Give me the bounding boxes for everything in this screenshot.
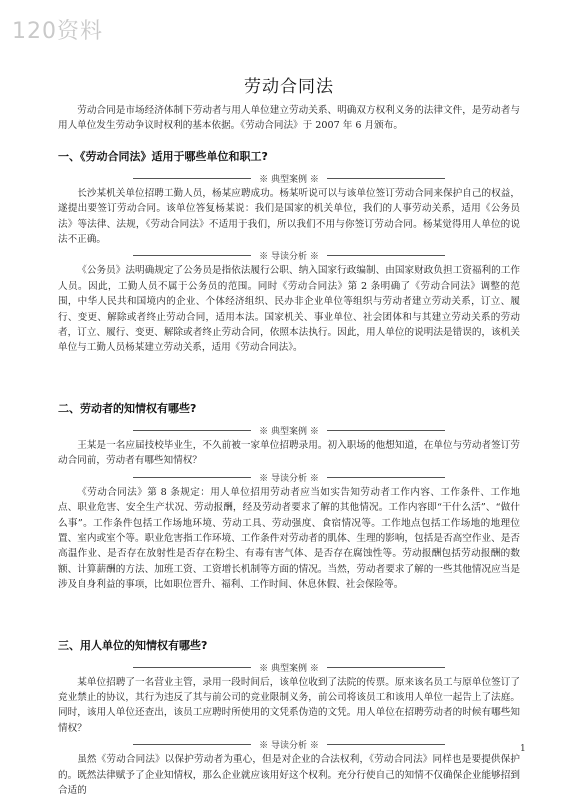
section-3-heading: 三、用人单位的知情权有哪些? bbox=[58, 638, 208, 652]
section-2-analysis-label: ※ 导读分析 ※ bbox=[259, 473, 319, 484]
section-3-analysis-divider bbox=[58, 738, 520, 751]
section-3-case-label: ※ 典型案例 ※ bbox=[259, 663, 319, 674]
section-2-case-text: 王某是一名应届技校毕业生，不久前被一家单位招聘录用。初入职场的他想知道，在单位与劳动者签订劳动合同前，劳动者有哪些知情权？ bbox=[58, 439, 520, 467]
watermark-logo: 120资料 bbox=[12, 19, 103, 44]
section-2-analysis-text: 《劳动合同法》第 8 条规定：用人单位招用劳动者应当如实告知劳动者工作内容、工作条件、工作地点、职业危害、安全生产状况、劳动报酬，经及劳动者要求了解的其他情况。工作内容即“干什么活”、“做什么事”。工作条件包括工作场地环境、劳动工具、劳动强度、食宿情况等。工作地点包括工作场地的地理位置、室内或室个等。职业危害指工作环境、工作条件对劳动者的肌体、生理的影响，包括是否高空作业、是否高温作业、是否存在放射性是否存在粉尘、有毒有害气体、是否存在腐蚀性等。劳动报酬包括劳动报酬的数额、计算薪酬的方法、加班工资、工资增长机制等方面的情况。当然，劳动者要求了解的一些其他情况应当是涉及自身利益的事项，比如职位晋升、福利、工作时间、休息休假、社会保险等。 bbox=[58, 486, 520, 591]
section-1-case-text: 长沙某机关单位招聘工勤人员，杨某应聘成功。杨某听说可以与该单位签订劳动合同来保护自己的权益，遂提出要签订劳动合同。该单位答复杨某说：我们是国家的机关单位，我们的人事劳动关系，适用《公务员法》等法律、法规，《劳动合同法》不适用于我们，所以我们不用与你签订劳动合同。杨某觉得用人单位的说法不正确。 bbox=[58, 187, 520, 246]
section-1-analysis-label: ※ 导读分析 ※ bbox=[259, 252, 319, 263]
section-1-analysis-text: 《公务员》法明确规定了公务员是指依法履行公职、纳入国家行政编制、由国家财政负担工资福利的工作人员。因此，工勤人员不属于公务员的范围。同时《劳动合同法》第 2 条明确了《劳动合同法》调整的范围，中华人民共和国境内的企业、个体经济组织、民办非企业单位等组织与劳动者建立劳动关系，订立、履行、变更、解除或者终止劳动合同，适用本法。国家机关、事业单位、社会团体和与其建立劳动关系的劳动者，订立、履行、变更、解除或者终止劳动合同，依照本法执行。因此，用人单位的说明法是错误的，该机关单位与工勤人员杨某建立劳动关系，适用《劳动合同法》。 bbox=[58, 265, 520, 354]
section-2-case-divider bbox=[58, 424, 520, 437]
section-2-case-label: ※ 典型案例 ※ bbox=[259, 426, 319, 437]
section-3-case-divider bbox=[58, 661, 520, 674]
section-1-case-divider bbox=[58, 172, 520, 185]
intro-paragraph: 劳动合同是市场经济体制下劳动者与用人单位建立劳动关系、明确双方权利义务的法律文件，是劳动者与用人单位发生劳动争议时权利的基本依据。《劳动合同法》于 2007 年 6 月颁布。 bbox=[58, 105, 520, 132]
document-page bbox=[58, 72, 520, 798]
section-2-heading: 二、劳动者的知情权有哪些? bbox=[58, 401, 197, 415]
section-3-analysis-text: 虽然《劳动合同法》以保护劳动者为重心，但是对企业的合法权利，《劳动合同法》同样也是要提供保护的。既然法律赋予了企业知情权，那么企业就应该用好这个权利。充分行使自己的知情不仅确保企业能够招到合适的 bbox=[58, 754, 520, 796]
section-1-case-label: ※ 典型案例 ※ bbox=[259, 174, 319, 185]
page-number: 1 bbox=[520, 744, 526, 754]
section-1-heading: 一、《劳动合同法》适用于哪些单位和职工? bbox=[58, 149, 268, 163]
section-3-case-text: 某单位招聘了一名营业主管，录用一段时间后，该单位收到了法院的传票。原来该名员工与原单位签订了竞业禁止的协议，其行为违反了其与前公司的竞业限制义务，前公司将该员工和该用人单位一起告上了法庭。同时，该用人单位还查出，该员工应聘时所使用的文凭系伪造的文凭。用人单位在招聘劳动者的时候有哪些知情权？ bbox=[58, 676, 520, 734]
section-3-analysis-label: ※ 导读分析 ※ bbox=[259, 741, 319, 752]
section-2-analysis-divider bbox=[58, 471, 520, 484]
section-1-analysis-divider bbox=[58, 249, 520, 262]
document-title: 劳动合同法 bbox=[244, 77, 334, 97]
